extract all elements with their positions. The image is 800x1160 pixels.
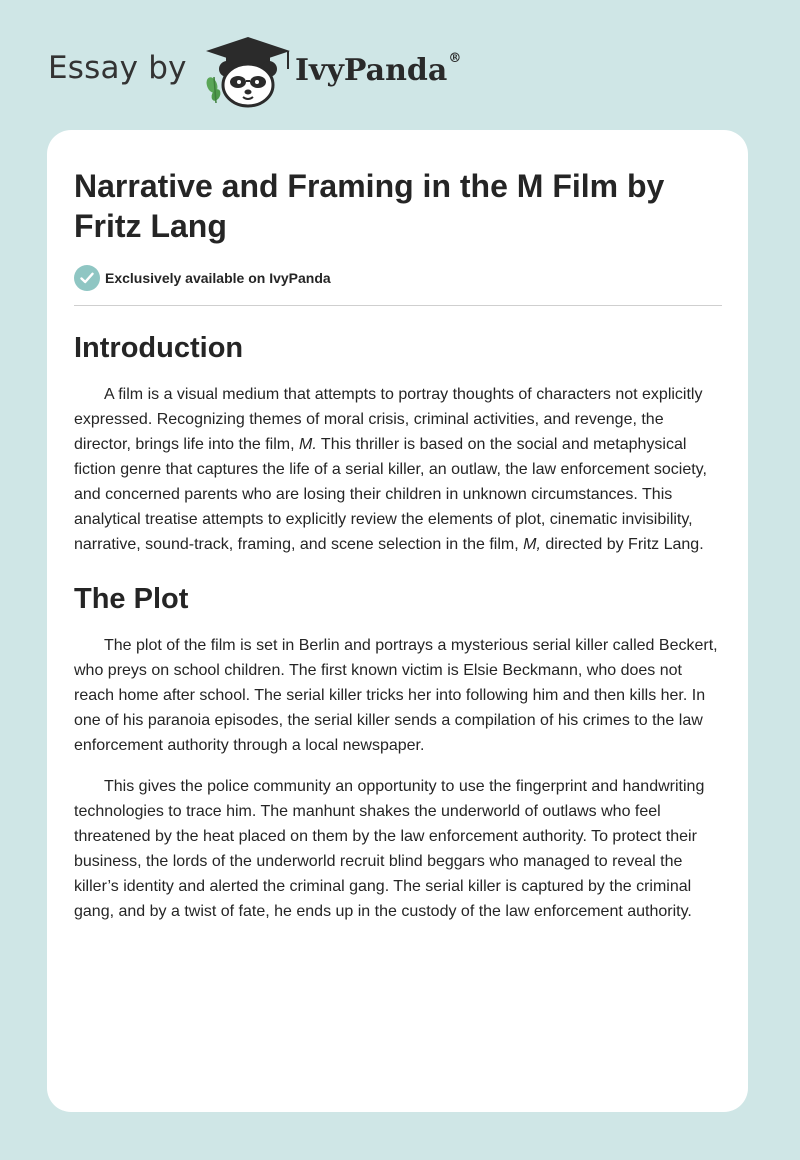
film-title: M. — [298, 436, 317, 453]
paragraph-text: A film is a visual medium that attempts to portray thoughts of characters not explicitly expressed. Recognizing themes of moral crisis, criminal activities, and revenge, the director, brings life into the film, — [74, 386, 703, 453]
brand-prefix: Essay by — [48, 50, 187, 86]
section-introduction — [74, 330, 722, 557]
registered-mark: ® — [448, 51, 462, 66]
paragraph-text: This thriller is based on the social and metaphysical fiction genre that captures the life of a serial killer, an outlaw, the law enforcement society, and concerned parents who are losing their children in unknown circumstances. This analytical treatise attempts to explicitly review the elements of plot, cinematic invisibility, narrative, sound-track, framing, and scene selection in the film, — [74, 436, 707, 553]
section-heading: Introduction — [74, 332, 244, 364]
badge-text: Exclusively available on IvyPanda — [105, 270, 331, 286]
paragraph: The plot of the film is set in Berlin and portrays a mysterious serial killer called Beckert, who preys on school children. The first known victim is Elsie Beckmann, who does not reach home after school. The serial killer tricks her into following him and then kills her. In one of his paranoia episodes, the serial killer sends a compilation of his crimes to the law enforcement authority through a local newspaper. — [74, 637, 718, 754]
brand-name[interactable] — [295, 53, 461, 88]
section-the-plot — [74, 581, 722, 924]
site-header — [0, 0, 800, 130]
check-circle-icon — [74, 265, 100, 291]
brand-name-text: IvyPanda — [295, 53, 448, 88]
exclusive-badge — [74, 263, 722, 293]
panda-graduation-cap-icon[interactable] — [200, 35, 296, 109]
film-title: M, — [523, 536, 541, 553]
section-heading: The Plot — [74, 583, 189, 615]
essay-title: Narrative and Framing in the M Film by Fritz Lang — [74, 168, 665, 244]
paragraph: This gives the police community an opportunity to use the fingerprint and handwriting technologies to trace him. The manhunt shakes the underworld of outlaws who feel threatened by the heat placed on them by the law enforcement authority. To protect their business, the lords of the underworld recruit blind beggars who managed to reveal the killer’s identity and alerted the criminal gang. The serial killer is captured by the criminal gang, and by a twist of fate, he ends up in the custody of the law enforcement authority. — [74, 778, 705, 920]
essay-card — [47, 130, 748, 1112]
paragraph — [74, 382, 722, 557]
divider — [74, 305, 722, 306]
paragraph-text: directed by Fritz Lang. — [540, 536, 704, 553]
